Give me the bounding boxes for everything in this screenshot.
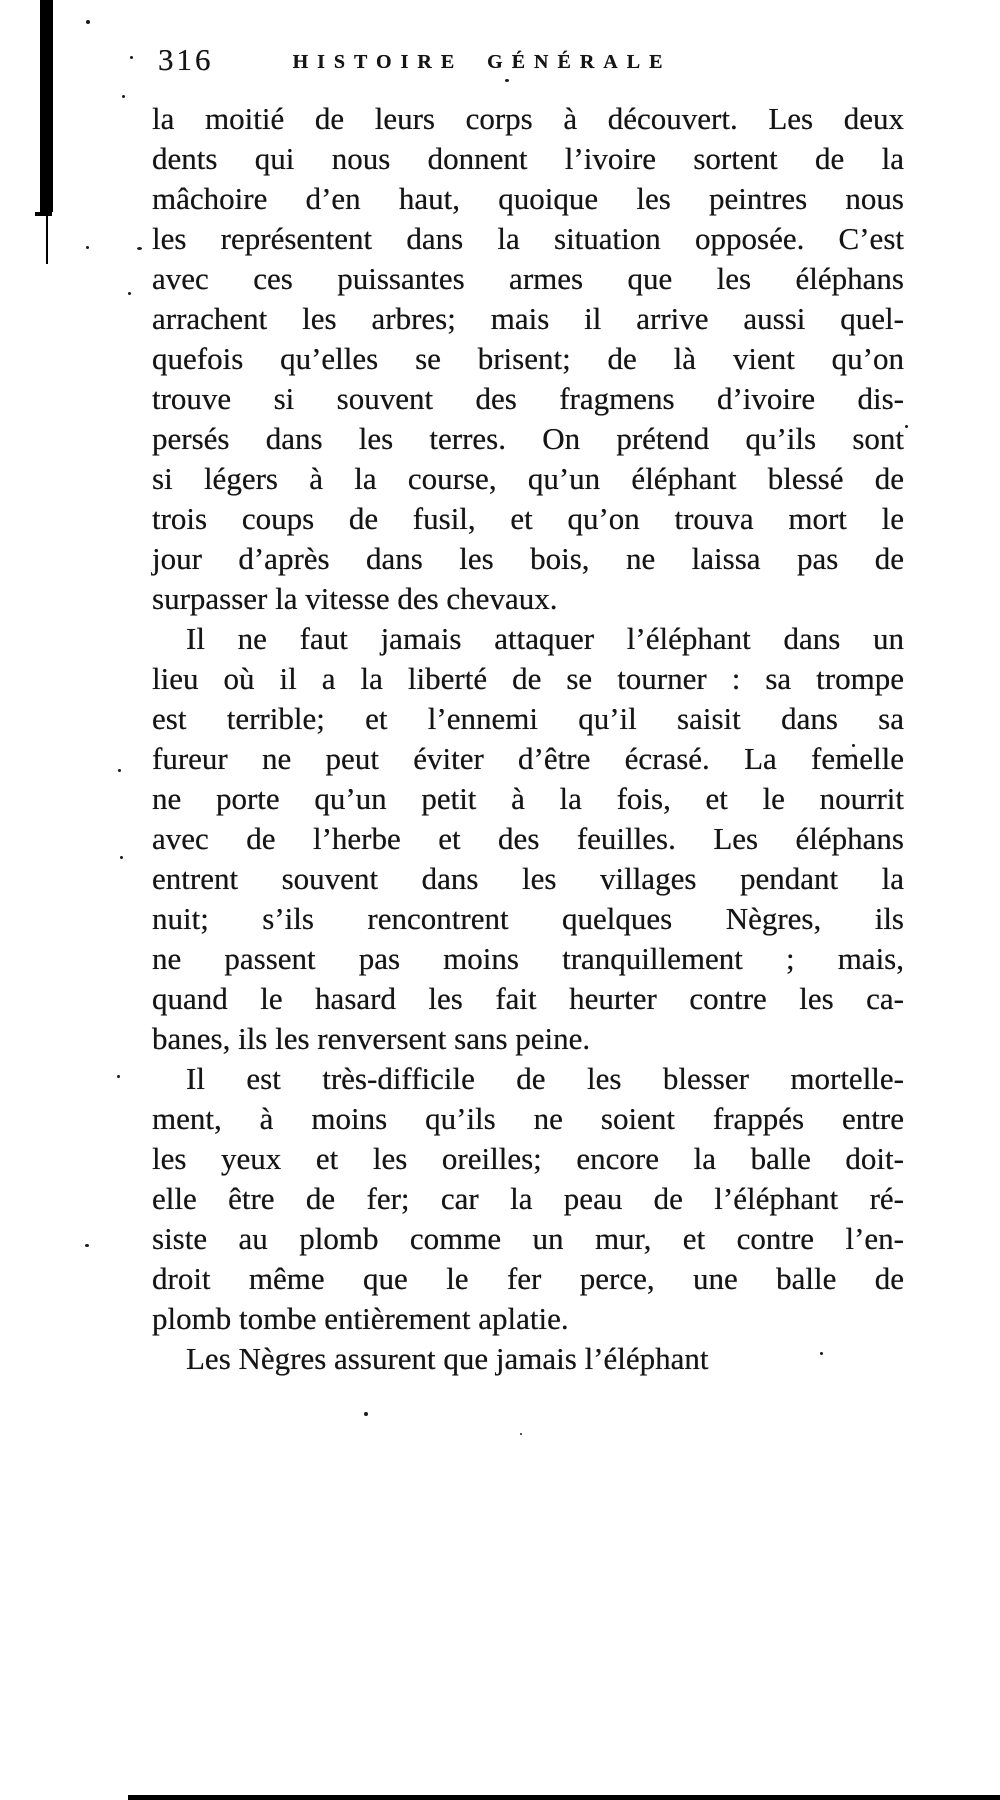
scan-speck — [86, 20, 90, 24]
paragraph — [152, 1339, 904, 1379]
text-line: quefois qu’elles se brisent; de là vient qu’on — [152, 341, 904, 376]
text-line: plomb tombe entièrement aplatie. — [152, 1301, 569, 1336]
text-line: la moitié de leurs corps à découvert. Les deux — [152, 101, 904, 136]
text-line: fureur ne peut éviter d’être écrasé. La femelle — [152, 741, 904, 776]
scan-speck — [118, 769, 121, 772]
paragraph — [152, 1059, 904, 1339]
paragraph — [152, 619, 904, 1059]
scan-speck — [364, 1412, 368, 1416]
scan-speck — [128, 292, 131, 295]
scan-speck — [117, 1075, 120, 1078]
text-line: si légers à la course, qu’un éléphant blessé de — [152, 461, 904, 496]
scan-speck — [520, 1433, 522, 1435]
text-line: jour d’après dans les bois, ne laissa pas de — [152, 541, 904, 576]
scan-speck — [137, 247, 142, 250]
page-number: 316 — [158, 42, 214, 77]
scan-artifact-bottom-bar — [128, 1795, 1000, 1800]
scan-artifact-left-line — [46, 216, 48, 264]
text-line: Les Nègres assurent que jamais l’éléphant — [186, 1341, 709, 1376]
scan-artifact-left-bar — [40, 0, 53, 212]
text-line: lieu où il a la liberté de se tourner : sa trompe — [152, 661, 904, 696]
text-line: est terrible; et l’ennemi qu’il saisit dans sa — [152, 701, 904, 736]
running-head — [152, 42, 904, 86]
text-line: Il est très-difficile de les blesser mortelle- — [186, 1061, 904, 1096]
text-line: ment, à moins qu’ils ne soient frappés entre — [152, 1101, 904, 1136]
text-line: les représentent dans la situation opposée. C’est — [152, 221, 904, 256]
text-line: elle être de fer; car la peau de l’éléphant ré- — [152, 1181, 904, 1216]
text-line: surpasser la vitesse des chevaux. — [152, 581, 558, 616]
text-line: banes, ils les renversent sans peine. — [152, 1021, 591, 1056]
body-text — [152, 99, 904, 1379]
text-line: persés dans les terres. On prétend qu’ils sont — [152, 421, 904, 456]
text-line: trois coups de fusil, et qu’on trouva mort le — [152, 501, 904, 536]
text-line: siste au plomb comme un mur, et contre l’en- — [152, 1221, 904, 1256]
scan-speck — [85, 1244, 89, 1247]
scan-artifact-left-tick — [35, 212, 52, 216]
text-line: ne passent pas moins tranquillement ; mais, — [152, 941, 904, 976]
text-line: avec ces puissantes armes que les éléphans — [152, 261, 904, 296]
text-line: Il ne faut jamais attaquer l’éléphant dans un — [186, 621, 904, 656]
text-line: trouve si souvent des fragmens d’ivoire dis- — [152, 381, 904, 416]
text-line: avec de l’herbe et des feuilles. Les éléphans — [152, 821, 904, 856]
scan-speck — [905, 425, 908, 428]
scan-speck — [120, 856, 123, 859]
running-title: HISTOIRE GÉNÉRALE — [292, 51, 672, 73]
text-line: nuit; s’ils rencontrent quelques Nègres, ils — [152, 901, 904, 936]
scan-speck — [122, 95, 125, 98]
paragraph — [152, 99, 904, 619]
text-line: mâchoire d’en haut, quoique les peintres nous — [152, 181, 904, 216]
text-line: ne porte qu’un petit à la fois, et le nourrit — [152, 781, 904, 816]
text-line: entrent souvent dans les villages pendant la — [152, 861, 904, 896]
text-line: dents qui nous donnent l’ivoire sortent de la — [152, 141, 904, 176]
text-line: droit même que le fer perce, une balle de — [152, 1261, 904, 1296]
scan-speck — [86, 246, 89, 249]
text-line: les yeux et les oreilles; encore la balle doit- — [152, 1141, 904, 1176]
text-line: arrachent les arbres; mais il arrive aussi quel- — [152, 301, 904, 336]
text-line: quand le hasard les fait heurter contre les ca- — [152, 981, 904, 1016]
